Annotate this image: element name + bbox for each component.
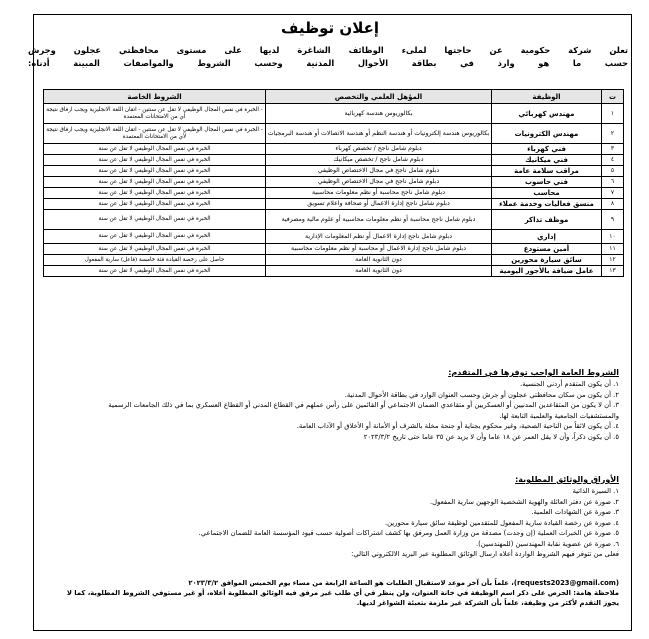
header-special-conditions: الشروط الخاصة bbox=[44, 90, 266, 104]
row-job-title: منسق فعاليات وخدمة عملاء bbox=[492, 199, 602, 210]
row-index: ٤ bbox=[602, 155, 624, 166]
row-index: ٦ bbox=[602, 177, 624, 188]
condition-item: ١. أن يكون المتقدم أردني الجنسية. bbox=[520, 380, 619, 388]
table-row bbox=[44, 244, 624, 255]
row-job-title: سائق سيارة محورين bbox=[492, 255, 602, 266]
general-conditions-heading: الشروط العامة الواجب توفرها في المتقدم: bbox=[448, 368, 619, 377]
table-row bbox=[44, 124, 624, 144]
table-row bbox=[44, 144, 624, 155]
condition-item: ٣. أن لا يكون من المتقاعدين المدنيين أو العسكريين أو متقاعدي الضمان الاجتماعي أو القائمين على رأس عملهم في القطاع المدني أو القطاع العسكري بما في ذلك الجامعات الرسمية bbox=[108, 401, 619, 409]
table-row bbox=[44, 210, 624, 230]
condition-item: ٥. أن يكون ذكراً، وأن لا يقل العمر عن ١٨ عاما وأن لا يزيد عن ٣٥ عاما حتى تاريخ ٢٠٢٣/٣/٢ bbox=[363, 432, 619, 441]
table-row bbox=[44, 255, 624, 266]
table-row bbox=[44, 104, 624, 124]
table-row bbox=[44, 155, 624, 166]
row-special-conditions: حاصل على رخصة القيادة فئة خامسة (فاعل) سارية المفعول bbox=[44, 255, 266, 266]
table-row bbox=[44, 188, 624, 199]
table-row bbox=[44, 166, 624, 177]
row-index: ٨ bbox=[602, 199, 624, 210]
row-special-conditions: - الخبرة في نفس المجال الوظيفي لا تقل عن سنتين - اتقان اللغة الانجليزية ويجب ارفاق نتيجة لأي من الامتحانات المعتمدة bbox=[44, 124, 266, 144]
document-item: ٦. صورة عن عضوية نقابة المهندسين (للمهندسين). bbox=[475, 539, 619, 548]
document-item: ٥. صورة عن الخبرات العملية (إن وجدت) مصدقة من وزارة العمل ومرفق بها كشف اشتراكات أصولية حسب قيود المؤسسة العامة للضمان الاجتماعي. bbox=[198, 529, 619, 537]
intro-line: حسب ما هو وارد في بطاقة الأحوال المدنية وحسب الشروط والمواصفات المبينة أدناه: bbox=[28, 58, 628, 68]
row-qualification: دبلوم شامل ناجح محاسبة أو نظم معلومات محاسبية bbox=[266, 188, 492, 199]
table-row bbox=[44, 266, 624, 277]
row-index: ٩ bbox=[602, 210, 624, 230]
row-job-title: فني حاسوب bbox=[492, 177, 602, 188]
header-job: الوظيفة bbox=[492, 90, 602, 104]
document-item: ١. السيرة الذاتية bbox=[572, 487, 619, 495]
row-special-conditions: الخبرة في نفس المجال الوظيفي لا تقل عن سنة bbox=[44, 244, 266, 255]
row-index: ١١ bbox=[602, 244, 624, 255]
condition-item: ٤. أن يكون لائقاً من الناحية الصحية، وغير محكوم بجناية أو جنحة مخلة بالشرف أو الأمانة أو الأخلاق أو الآداب العامة. bbox=[296, 422, 619, 430]
row-qualification: دبلوم شامل ناجح / تخصص ميكانيك bbox=[266, 155, 492, 166]
row-job-title: مهندس كهربائي bbox=[492, 104, 602, 124]
row-job-title: مراقب سلامة عامة bbox=[492, 166, 602, 177]
row-qualification: دبلوم شامل ناجح في مجال الاختصاص الوظيفي bbox=[266, 166, 492, 177]
row-qualification: بكالوريوس هندسة كهربائية bbox=[266, 104, 492, 124]
row-index: ١ bbox=[602, 104, 624, 124]
header-qualification: المؤهل العلمي والتخصص bbox=[266, 90, 492, 104]
row-qualification: دبلوم شامل ناجح إدارة الاعمال أو صحافة واعلام تسويق bbox=[266, 199, 492, 210]
row-special-conditions: الخبرة في نفس المجال الوظيفي لا تقل عن سنة bbox=[44, 144, 266, 155]
condition-item: ٢. أن يكون من سكان محافظتي عجلون أو جرش وحسب العنوان الوارد في بطاقة الأحوال المدنية. bbox=[344, 390, 619, 399]
row-job-title: فني ميكانيك bbox=[492, 155, 602, 166]
row-special-conditions: الخبرة في نفس المجال الوظيفي لا تقل عن سنة bbox=[44, 188, 266, 199]
table-header-row bbox=[44, 90, 624, 104]
intro-line: تعلن شركة حكومية عن حاجتها لملىء الوظائف الشاغرة لديها على مستوى محافظتي عجلون وجرش bbox=[28, 45, 628, 55]
important-note-line: ملاحظة هامة: الحرص على ذكر اسم الوظيفة في خانة العنوان، ولن ينظر في أي طلب غير مرفق فيه الوثائق المطلوبة أعلاه، أو غير مستوفي الشروط المطلوبة، كما لا bbox=[66, 589, 619, 597]
row-index: ١٠ bbox=[602, 230, 624, 244]
row-qualification: دبلوم شامل ناجح إدارة الاعمال أو نظم المعلومات الإدارية bbox=[266, 230, 492, 244]
row-index: ١٢ bbox=[602, 255, 624, 266]
row-special-conditions: الخبرة في نفس المجال الوظيفي لا تقل عن سنة bbox=[44, 230, 266, 244]
email-deadline-line: (requests2023@gmail.com)، علماً بأن آخر موعد لاستقبال الطلبات هو الساعة الرابعة من مساء يوم الخميس الموافق ٢٠٢٣/٣/٢ bbox=[188, 579, 619, 587]
row-qualification: دبلوم شامل ناجح / تخصص كهرباء bbox=[266, 144, 492, 155]
row-index: ٥ bbox=[602, 166, 624, 177]
row-job-title: مهندس الكترونيات bbox=[492, 124, 602, 144]
row-qualification: بكالوريوس هندسة إلكترونيات أو هندسة النظم أو هندسة الاتصالات أو هندسة البرمجيات bbox=[266, 124, 492, 144]
row-qualification: دون الثانوية العامة bbox=[266, 266, 492, 277]
condition-item: والمستشفيات الجامعية والعلمية التابعة لها. bbox=[499, 411, 619, 420]
row-qualification: دون الثانوية العامة bbox=[266, 255, 492, 266]
document-item: ٢. صورة عن دفتر العائلة والهوية الشخصية الوجهين سارية المفعول. bbox=[429, 497, 619, 506]
intro-paragraph bbox=[28, 44, 628, 70]
table-row bbox=[44, 230, 624, 244]
row-special-conditions: - الخبرة في نفس المجال الوظيفي لا تقل عن سنتين - اتقان اللغة الانجليزية ويجب ارفاق نتيجة أي من الامتحانات المعتمدة bbox=[44, 104, 266, 124]
document-item: ٤. صورة عن رخصة القيادة سارية المفعول للمتقدمين لوظيفة سائق سيارة محورين. bbox=[384, 518, 619, 527]
row-special-conditions: الخبرة في نفس المجال الوظيفي لا تقل عن سنة bbox=[44, 266, 266, 277]
row-qualification: دبلوم شامل ناجح في مجال الاختصاص الوظيفي bbox=[266, 177, 492, 188]
row-special-conditions: الخبرة في نفس المجال الوظيفي لا تقل عن سنة bbox=[44, 155, 266, 166]
documents-heading: الأوراق والوثائق المطلوبة: bbox=[515, 475, 619, 484]
row-job-title: موظف تذاكر bbox=[492, 210, 602, 230]
general-conditions bbox=[29, 367, 619, 442]
required-documents bbox=[29, 474, 619, 560]
document-item: فعلى من تتوفر فيهم الشروط الواردة أعلاه ارسال الوثائق المطلوبة عبر البريد الالكتروني التالي: bbox=[351, 550, 619, 558]
table-row bbox=[44, 177, 624, 188]
row-job-title: عامل ضيافة بالأجور اليومية bbox=[492, 266, 602, 277]
row-special-conditions: الخبرة في نفس المجال الوظيفي لا تقل عن سنة bbox=[44, 177, 266, 188]
row-index: ٢ bbox=[602, 124, 624, 144]
row-job-title: أمين مستودع bbox=[492, 244, 602, 255]
row-job-title: إداري bbox=[492, 230, 602, 244]
row-job-title: محاسب bbox=[492, 188, 602, 199]
header-index: ت bbox=[602, 90, 624, 104]
table-row bbox=[44, 199, 624, 210]
row-index: ٧ bbox=[602, 188, 624, 199]
document-item: ٣. صورة عن الشهادات العلمية. bbox=[531, 508, 619, 516]
row-special-conditions: الخبرة في نفس المجال الوظيفي لا تقل عن سنة bbox=[44, 166, 266, 177]
row-index: ٣ bbox=[602, 144, 624, 155]
page-title: إعلان توظيف bbox=[281, 19, 379, 37]
jobs-table bbox=[43, 89, 624, 277]
row-index: ١٣ bbox=[602, 266, 624, 277]
row-special-conditions: الخبرة في نفس المجال الوظيفي لا تقل عن سنة bbox=[44, 199, 266, 210]
row-special-conditions: الخبرة في نفس المجال الوظيفي لا تقل عن سنة bbox=[44, 210, 266, 230]
email-and-notes bbox=[29, 578, 619, 608]
important-note-line: يجوز التقدم لأكثر من وظيفة، علماً بأن الشركة غير ملزمة بتعبئة الشواغر لديها. bbox=[356, 599, 619, 607]
row-qualification: دبلوم شامل ناجح محاسبة أو نظم معلومات محاسبية أو علوم مالية ومصرفية bbox=[266, 210, 492, 230]
row-qualification: دبلوم شامل ناجح إدارة الاعمال أو محاسبة أو نظم معلومات محاسبية bbox=[266, 244, 492, 255]
row-job-title: فني كهرباء bbox=[492, 144, 602, 155]
